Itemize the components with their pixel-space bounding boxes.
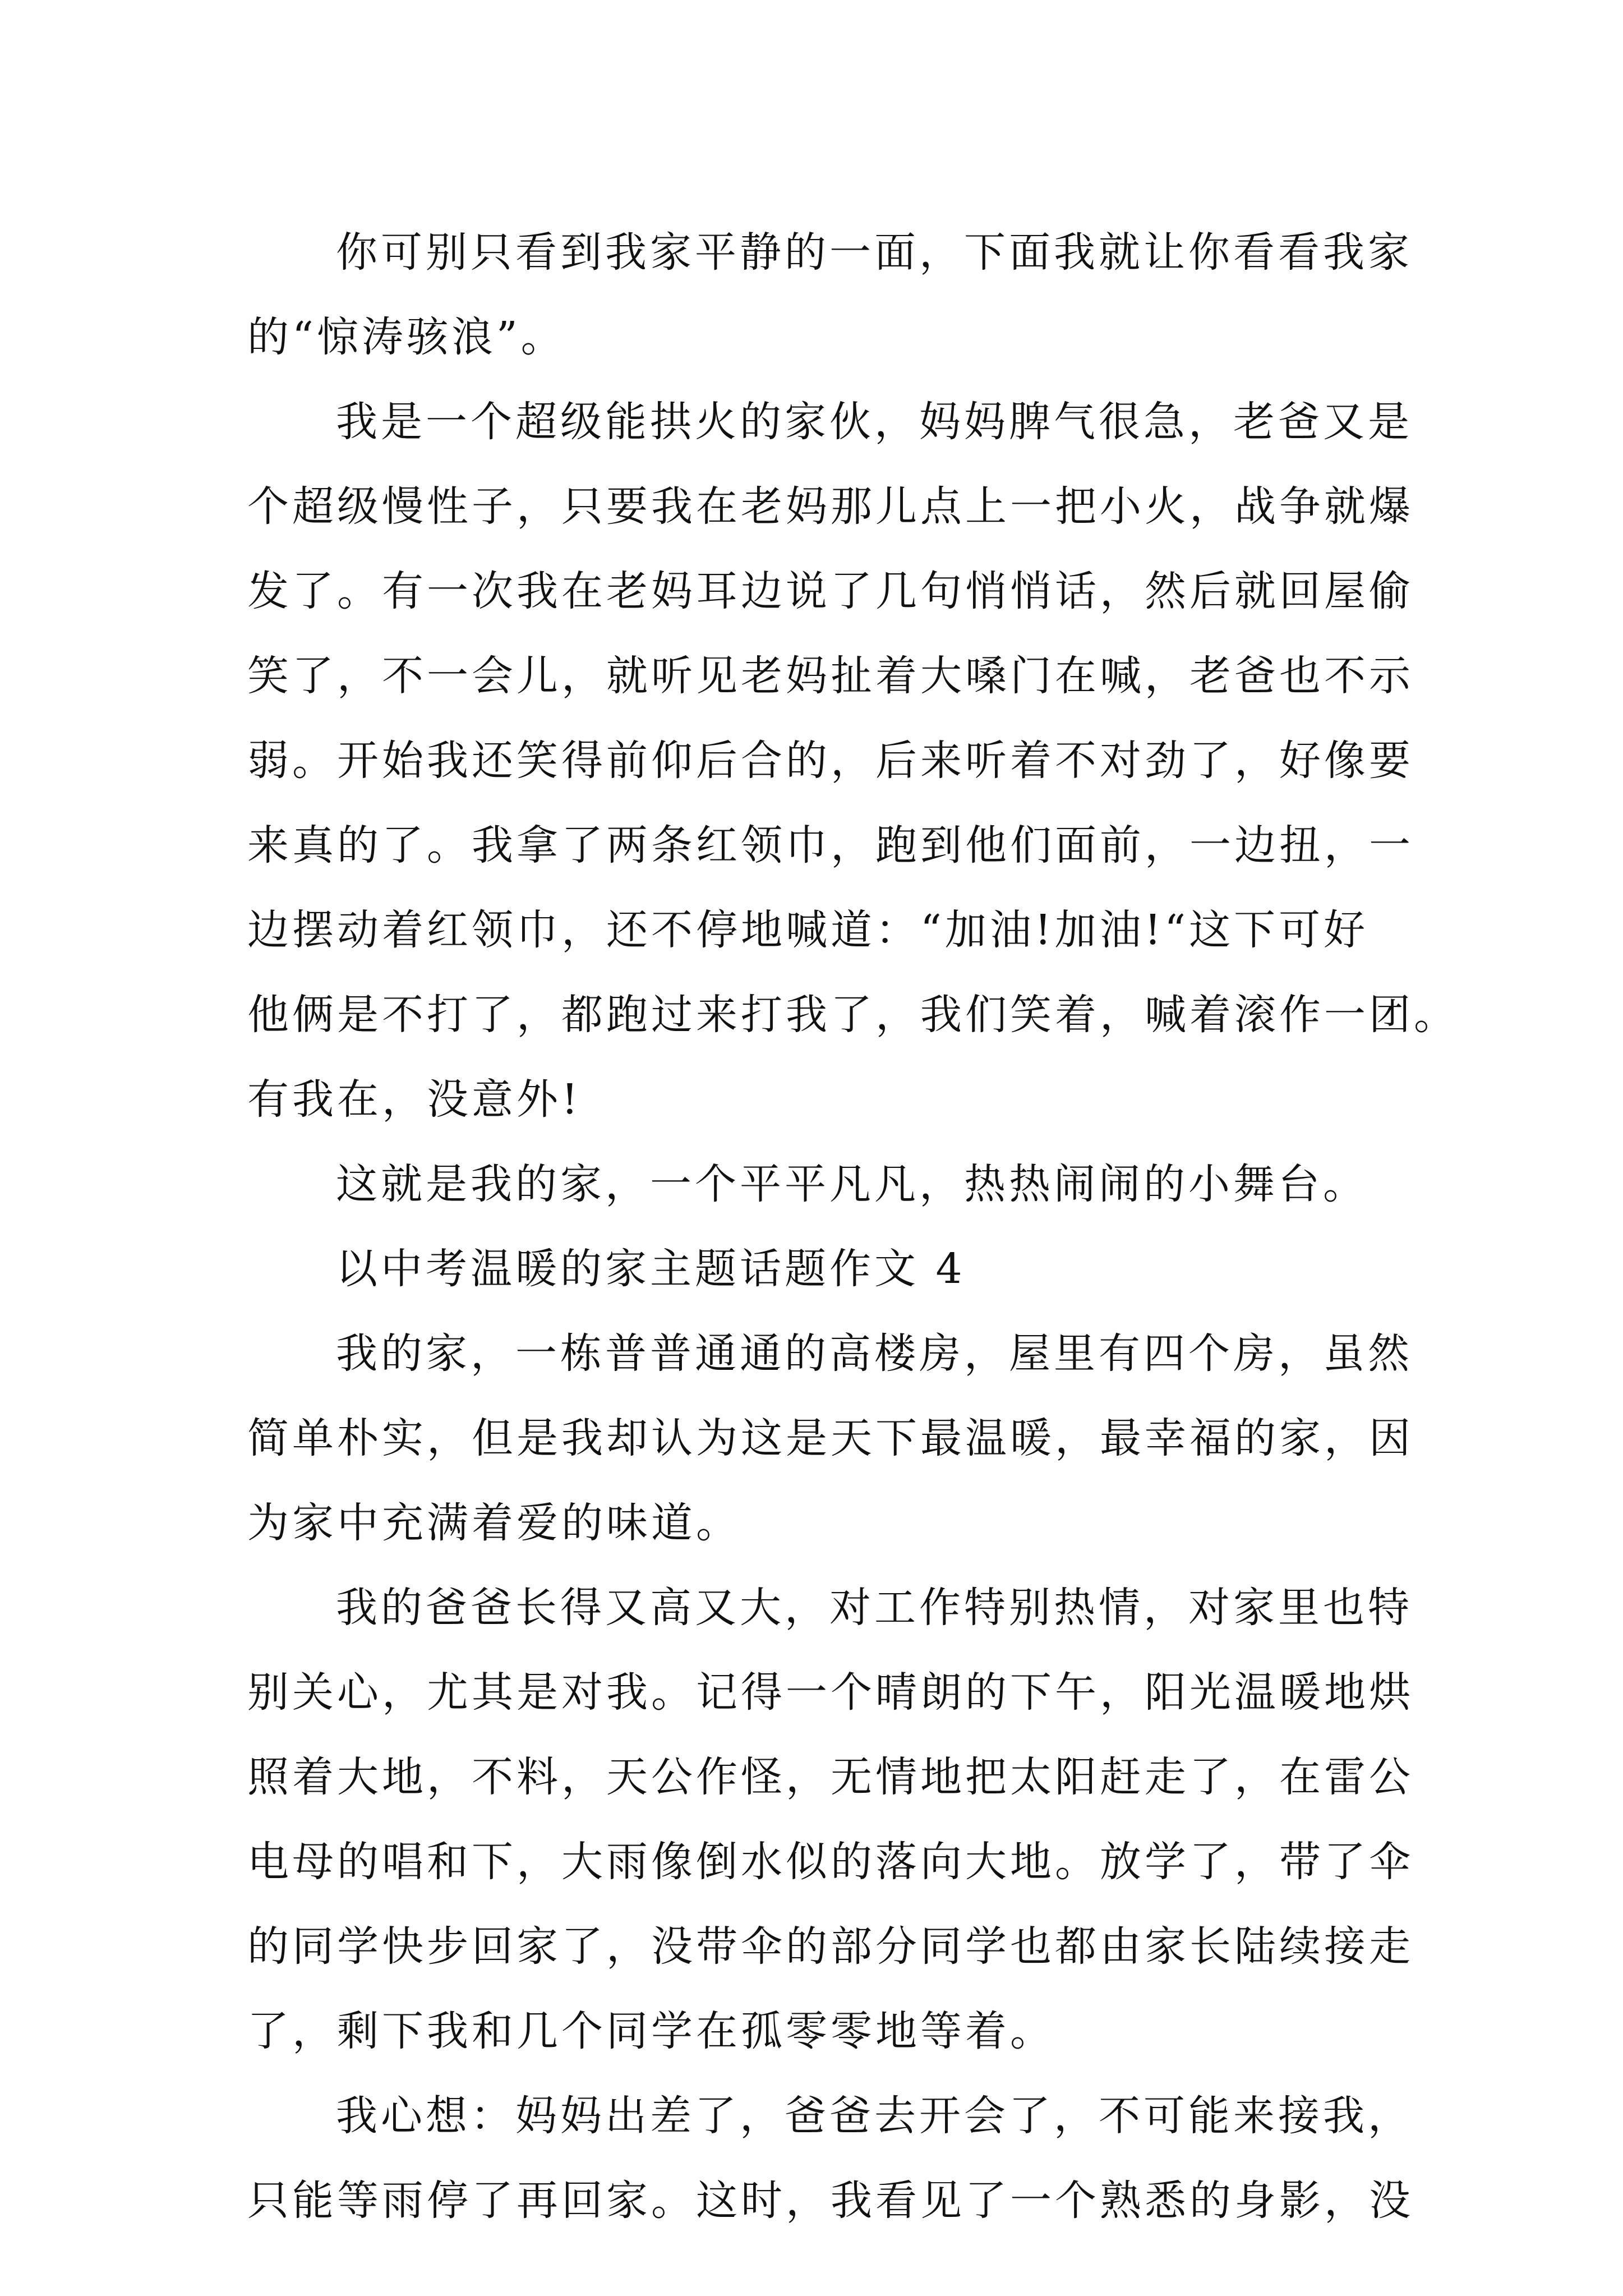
text-line: 边摆动着红领巾，还不停地喊道：“加油!加油!“这下可好: [247, 906, 1369, 954]
text-line: 别关心，尤其是对我。记得一个晴朗的下午，阳光温暖地烘: [247, 1668, 1414, 1717]
text-line: 这就是我的家，一个平平凡凡，热热闹闹的小舞台。: [336, 1160, 1368, 1208]
text-line: 的同学快步回家了，没带伞的部分同学也都由家长陆续接走: [247, 1922, 1414, 1971]
text-line: 发了。有一次我在老妈耳边说了几句悄悄话，然后就回屋偷: [247, 567, 1414, 615]
text-line: 个超级慢性子，只要我在老妈那儿点上一把小火，战争就爆: [247, 482, 1414, 531]
text-line: 弱。开始我还笑得前仰后合的，后来听着不对劲了，好像要: [247, 737, 1414, 785]
text-line: 我的家，一栋普普通通的高楼房，屋里有四个房，虽然: [336, 1329, 1413, 1378]
section-heading: 以中考温暖的家主题话题作文 4: [336, 1245, 966, 1293]
text-line: 为家中充满着爱的味道。: [247, 1499, 741, 1547]
text-line: 只能等雨停了再回家。这时，我看见了一个熟悉的身影，没: [247, 2177, 1414, 2225]
text-line: 他俩是不打了，都跑过来打我了，我们笑着，喊着滚作一团。: [247, 991, 1459, 1039]
text-line: 简单朴实，但是我却认为这是天下最温暖，最幸福的家，因: [247, 1414, 1414, 1462]
text-line: 电母的唱和下，大雨像倒水似的落向大地。放学了，带了伞: [247, 1838, 1414, 1886]
text-line: 照着大地，不料，天公作怪，无情地把太阳赶走了，在雷公: [247, 1753, 1414, 1801]
text-line: 你可别只看到我家平静的一面，下面我就让你看看我家: [336, 228, 1413, 277]
text-line: 我是一个超级能拱火的家伙，妈妈脾气很急，老爸又是: [336, 398, 1413, 446]
document-body: [247, 210, 1459, 2243]
text-line: 我心想：妈妈出差了，爸爸去开会了，不可能来接我，: [336, 2092, 1413, 2140]
text-line: 有我在，没意外!: [247, 1075, 582, 1124]
text-line: 来真的了。我拿了两条红领巾，跑到他们面前，一边扭，一: [247, 821, 1414, 869]
text-line: 笑了，不一会儿，就听见老妈扯着大嗓门在喊，老爸也不示: [247, 652, 1414, 700]
text-line: 的“惊涛骇浪”。: [247, 313, 566, 361]
text-line: 我的爸爸长得又高又大，对工作特别热情，对家里也特: [336, 1584, 1413, 1632]
text-line: 了，剩下我和几个同学在孤零零地等着。: [247, 2007, 1055, 2055]
